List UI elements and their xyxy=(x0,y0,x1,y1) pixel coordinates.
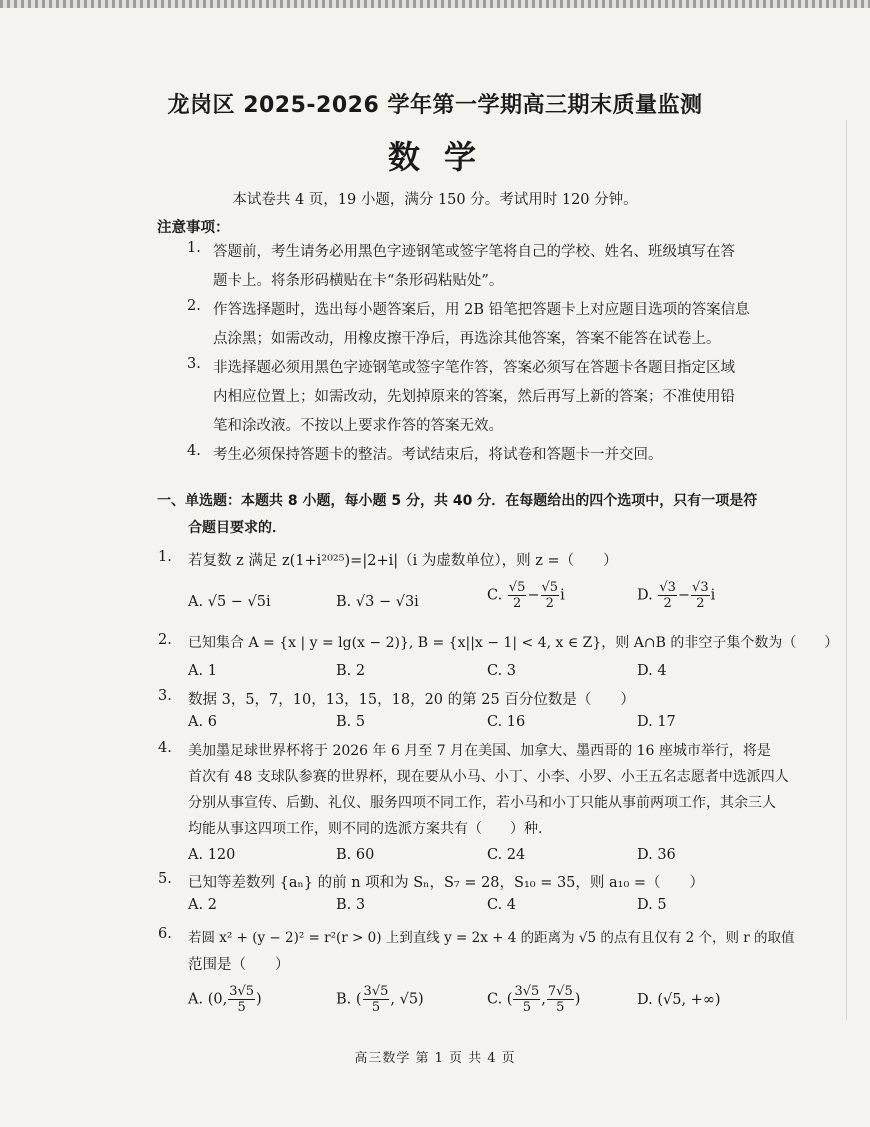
note-line: 点涂黑；如需改动，用橡皮擦干净后，再选涂其他答案，答案不能答在试卷上。 xyxy=(213,331,721,347)
option-c: C. 16 xyxy=(487,714,526,730)
denominator: 5 xyxy=(237,1000,246,1015)
note-line: 作答选择题时，选出每小题答案后，用 2B 铅笔把答题卡上对应题目选项的答案信息 xyxy=(213,302,750,318)
interval-open: (0, xyxy=(207,991,228,1008)
numerator: √5 xyxy=(508,580,526,595)
option-a xyxy=(188,984,262,1015)
minus-sign: − xyxy=(527,587,540,604)
denominator: 5 xyxy=(556,1000,565,1015)
option-c: C. 4 xyxy=(487,897,517,913)
exam-title: 龙岗区 2025-2026 学年第一学期高三期末质量监测 xyxy=(167,93,703,118)
option-label: C. xyxy=(487,991,503,1008)
question-number: 2. xyxy=(158,632,172,648)
numerator: √5 xyxy=(541,580,559,595)
note-line: 题卡上。将条形码横贴在卡“条形码粘贴处”。 xyxy=(213,273,504,289)
denominator: 5 xyxy=(371,1000,381,1015)
numerator: 3√5 xyxy=(363,984,389,999)
option-text: √3 − √3i xyxy=(355,594,419,610)
minus-sign: − xyxy=(677,587,691,604)
question-number: 1. xyxy=(158,549,172,565)
option-label: B. xyxy=(336,594,352,610)
question-line: 若圆 x² + (y − 2)² = r²(r > 0) 上到直线 y = 2x + 4 的距离为 √5 的点有且仅有 2 个，则 r 的取值 xyxy=(188,930,795,946)
question-line: 分别从事宣传、后勤、礼仪、服务四项不同工作，若小马和小丁只能从事前两项工作，其余三人 xyxy=(188,795,776,811)
section-heading: 一、单选题：本题共 8 小题，每小题 5 分，共 40 分．在每题给出的四个选项中，只有一项是符 xyxy=(157,493,758,509)
note-line: 非选择题必须用黑色字迹钢笔或签字笔作答，答案必须写在答题卡各题目指定区域 xyxy=(213,360,735,376)
denominator: 2 xyxy=(512,596,522,611)
interval-open: ( xyxy=(506,991,513,1008)
fraction xyxy=(513,984,540,1015)
exam-info: 本试卷共 4 页，19 小题，满分 150 分。考试用时 120 分钟。 xyxy=(232,192,638,208)
option-a: A. 1 xyxy=(188,663,217,679)
fraction xyxy=(363,984,390,1015)
denominator: 2 xyxy=(696,596,705,611)
fraction xyxy=(508,580,527,611)
denominator: 2 xyxy=(663,596,672,611)
option-a: A. 6 xyxy=(188,714,217,730)
question-line: 范围是（ ） xyxy=(188,957,290,973)
option-c: C. 24 xyxy=(487,847,526,863)
option-label: A. xyxy=(188,991,204,1008)
interval-close: , √5) xyxy=(390,991,424,1008)
scan-edge xyxy=(0,0,870,8)
note-number: 3. xyxy=(187,356,201,372)
interval-close: ) xyxy=(256,991,262,1008)
note-line: 答题前，考生请务必用黑色字迹钢笔或签字笔将自己的学校、姓名、班级填写在答 xyxy=(213,244,735,260)
option-text: √5 − √5i xyxy=(207,594,271,610)
notes-heading: 注意事项： xyxy=(157,220,230,236)
numerator: 3√5 xyxy=(229,984,255,999)
interval-close: ) xyxy=(574,991,581,1008)
option-b: B. 60 xyxy=(336,847,375,863)
option-b xyxy=(336,594,419,610)
question-number: 4. xyxy=(158,740,172,756)
question-number: 3. xyxy=(158,688,172,704)
question-stem: 已知集合 A = {x | y = lg(x − 2)}, B = {x||x − 1| < 4, x ∈ Z}，则 A∩B 的非空子集个数为（ ） xyxy=(188,635,839,651)
note-line: 考生必须保持答题卡的整洁。考试结束后，将试卷和答题卡一并交回。 xyxy=(213,447,663,463)
option-d xyxy=(637,580,715,611)
denominator: 2 xyxy=(545,596,554,611)
fraction xyxy=(541,580,560,611)
option-d: D. 4 xyxy=(637,663,667,679)
question-stem: 数据 3，5，7，10，13，15，18，20 的第 25 百分位数是（ ） xyxy=(188,692,635,708)
option-b: B. 2 xyxy=(336,663,366,679)
imag-unit: i xyxy=(710,587,716,604)
page-fold-line xyxy=(846,120,847,1020)
question-stem: 已知等差数列 {aₙ} 的前 n 项和为 Sₙ，S₇ = 28，S₁₀ = 35，则 a₁₀ =（ ） xyxy=(188,875,705,891)
option-c xyxy=(487,984,580,1015)
option-a: A. 120 xyxy=(188,847,236,863)
question-line: 均能从事这四项工作，则不同的选派方案共有（ ）种． xyxy=(188,821,552,837)
numerator: √3 xyxy=(659,580,676,595)
numerator: 7√5 xyxy=(547,984,573,999)
note-number: 2. xyxy=(187,298,201,314)
option-c xyxy=(487,580,565,611)
note-line: 内相应位置上；如需改动，先划掉原来的答案，然后再写上新的答案；不准使用铅 xyxy=(213,389,735,405)
fraction xyxy=(228,984,255,1015)
page-footer: 高三数学 第 1 页 共 4 页 xyxy=(354,1051,516,1066)
note-line: 笔和涂改液。不按以上要求作答的答案无效。 xyxy=(213,418,503,434)
option-d: D. (√5, +∞) xyxy=(637,992,721,1008)
option-a xyxy=(188,594,271,610)
comma: , xyxy=(541,991,546,1008)
option-a: A. 2 xyxy=(188,897,217,913)
option-b: B. 3 xyxy=(336,897,366,913)
interval-open: ( xyxy=(355,991,362,1008)
question-number: 5. xyxy=(158,871,172,887)
fraction xyxy=(658,580,677,611)
question-line: 首次有 48 支球队参赛的世界杯，现在要从小马、小丁、小李、小罗、小王五名志愿者中选派四人 xyxy=(188,769,789,785)
option-label: A. xyxy=(188,594,204,610)
option-label: C. xyxy=(487,587,503,604)
option-d: D. 17 xyxy=(637,714,676,730)
option-d: D. 36 xyxy=(637,847,676,863)
note-number: 4. xyxy=(187,443,201,459)
option-b: B. 5 xyxy=(336,714,366,730)
question-number: 6. xyxy=(158,926,172,942)
fraction xyxy=(691,580,710,611)
section-heading-cont: 合题目要求的． xyxy=(188,520,286,536)
option-label: D. xyxy=(637,587,653,604)
option-d: D. 5 xyxy=(637,897,667,913)
question-stem: 若复数 z 满足 z(1+i²⁰²⁵)=|2+i|（i 为虚数单位），则 z =（ ） xyxy=(188,553,618,569)
option-c: C. 3 xyxy=(487,663,517,679)
option-label: B. xyxy=(336,991,352,1008)
note-number: 1. xyxy=(187,240,201,256)
numerator: √3 xyxy=(692,580,709,595)
question-line: 美加墨足球世界杯将于 2026 年 6 月至 7 月在美国、加拿大、墨西哥的 16 座城市举行，将是 xyxy=(188,743,771,759)
numerator: 3√5 xyxy=(514,984,540,999)
imag-unit: i xyxy=(560,587,565,604)
option-b xyxy=(336,984,424,1015)
subject-title: 数学 xyxy=(387,138,500,176)
fraction xyxy=(547,984,574,1015)
denominator: 5 xyxy=(522,1000,532,1015)
